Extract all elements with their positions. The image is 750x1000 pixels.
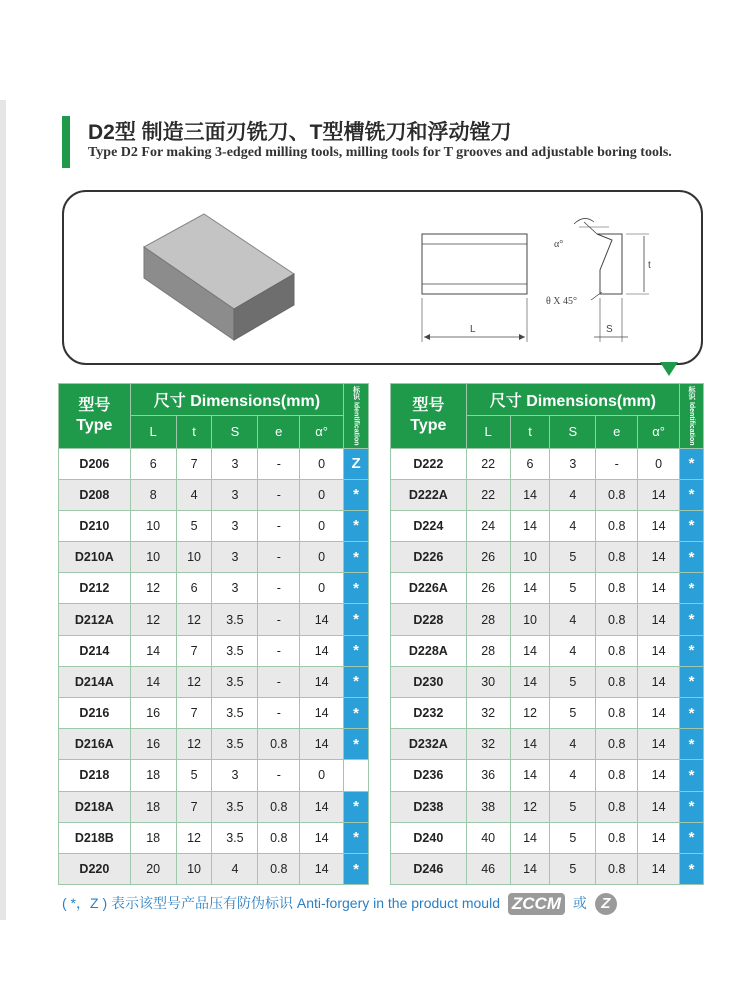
cell-t: 14 [510, 729, 550, 760]
side-profile [597, 234, 622, 294]
identification-icon: * [344, 510, 369, 541]
front-view [422, 234, 527, 294]
cell-e: 0.8 [596, 479, 638, 510]
cell-S: 3.5 [212, 822, 258, 853]
cell-S: 3.5 [212, 791, 258, 822]
diagram-panel [62, 190, 703, 365]
cell-t: 7 [176, 448, 212, 479]
table-row [59, 635, 369, 666]
cell-type: D238 [391, 791, 467, 822]
table-row [59, 542, 369, 573]
cell-S: 5 [550, 698, 596, 729]
cell-t: 12 [510, 791, 550, 822]
table-row [59, 510, 369, 541]
header-dimensions: 尺寸 Dimensions(mm) [130, 384, 343, 416]
zccm-logo-icon: ZCCM [508, 893, 565, 915]
identification-icon: * [680, 698, 704, 729]
cell-e: - [596, 448, 638, 479]
cell-e: 0.8 [258, 822, 300, 853]
identification-icon: Z [344, 448, 369, 479]
identification-icon: * [680, 635, 704, 666]
header-alpha: α° [638, 416, 680, 448]
cell-S: 4 [550, 760, 596, 791]
table-row [391, 791, 704, 822]
L-dimension-label: L [470, 324, 476, 335]
identification-icon: * [344, 666, 369, 697]
cell-t: 14 [510, 760, 550, 791]
cell-t: 14 [510, 635, 550, 666]
identification-icon: * [344, 635, 369, 666]
header-t: t [510, 416, 550, 448]
cell-L: 12 [130, 604, 176, 635]
cell-t: 7 [176, 791, 212, 822]
S-dimension-label: S [606, 324, 613, 335]
cell-type: D216A [59, 729, 131, 760]
table-row [391, 510, 704, 541]
cell-a: 0 [638, 448, 680, 479]
cell-L: 16 [130, 698, 176, 729]
table-row [391, 448, 704, 479]
page-edge-bar [0, 100, 6, 920]
cell-L: 24 [466, 510, 510, 541]
cell-L: 6 [130, 448, 176, 479]
table-row [391, 729, 704, 760]
cell-a: 14 [300, 853, 344, 884]
identification-icon: * [344, 604, 369, 635]
insert-diagram [64, 192, 705, 367]
table-row [391, 698, 704, 729]
cell-S: 3 [212, 448, 258, 479]
cell-e: 0.8 [596, 604, 638, 635]
header-S: S [212, 416, 258, 448]
cell-S: 3.5 [212, 698, 258, 729]
header-model-type: 型号 Type [391, 384, 467, 449]
header-model-type: 型号 Type [59, 384, 131, 449]
cell-t: 14 [510, 573, 550, 604]
cell-type: D206 [59, 448, 131, 479]
cell-a: 14 [638, 791, 680, 822]
cell-L: 8 [130, 479, 176, 510]
cell-a: 0 [300, 510, 344, 541]
cell-a: 14 [638, 573, 680, 604]
cell-S: 3 [550, 448, 596, 479]
identification-icon: * [344, 822, 369, 853]
down-triangle-icon [660, 362, 678, 376]
table-row [391, 542, 704, 573]
z-logo-icon: Z [595, 893, 617, 915]
cell-type: D240 [391, 822, 467, 853]
table-row [391, 760, 704, 791]
cell-t: 10 [176, 853, 212, 884]
cell-e: - [258, 510, 300, 541]
identification-icon: * [344, 791, 369, 822]
cell-t: 14 [510, 479, 550, 510]
cell-e: 0.8 [596, 729, 638, 760]
page-title: D2型 制造三面刃铣刀、T型槽铣刀和浮动镗刀 [88, 121, 512, 144]
alpha-label: α° [554, 239, 564, 250]
table-row [391, 479, 704, 510]
cell-type: D228 [391, 604, 467, 635]
cell-S: 4 [550, 729, 596, 760]
cell-L: 36 [466, 760, 510, 791]
cell-type: D218A [59, 791, 131, 822]
cell-S: 5 [550, 791, 596, 822]
footnote-or: 或 [572, 895, 587, 911]
cell-a: 14 [300, 729, 344, 760]
cell-e: 0.8 [596, 853, 638, 884]
cell-a: 14 [638, 666, 680, 697]
identification-icon: * [344, 479, 369, 510]
cell-S: 5 [550, 822, 596, 853]
cell-L: 30 [466, 666, 510, 697]
cell-type: D212A [59, 604, 131, 635]
cell-a: 14 [638, 698, 680, 729]
table-row [59, 791, 369, 822]
cell-e: - [258, 542, 300, 573]
cell-t: 6 [176, 573, 212, 604]
cell-L: 46 [466, 853, 510, 884]
cell-t: 14 [510, 822, 550, 853]
table-row [59, 448, 369, 479]
cell-type: D218B [59, 822, 131, 853]
cell-S: 3.5 [212, 729, 258, 760]
table-row [391, 666, 704, 697]
identification-icon: * [344, 729, 369, 760]
table-row [59, 479, 369, 510]
cell-L: 12 [130, 573, 176, 604]
cell-e: 0.8 [258, 853, 300, 884]
cell-S: 5 [550, 573, 596, 604]
cell-e: 0.8 [596, 791, 638, 822]
cell-S: 3.5 [212, 666, 258, 697]
cell-type: D224 [391, 510, 467, 541]
cell-type: D210A [59, 542, 131, 573]
cell-S: 4 [550, 479, 596, 510]
identification-icon: * [680, 666, 704, 697]
identification-icon: * [680, 760, 704, 791]
cell-t: 4 [176, 479, 212, 510]
identification-icon: * [680, 853, 704, 884]
cell-a: 14 [638, 729, 680, 760]
cell-L: 32 [466, 698, 510, 729]
table-row [391, 635, 704, 666]
table-row [59, 822, 369, 853]
header-L: L [130, 416, 176, 448]
cell-e: - [258, 448, 300, 479]
cell-t: 10 [176, 542, 212, 573]
cell-e: 0.8 [596, 666, 638, 697]
cell-type: D236 [391, 760, 467, 791]
cell-type: D222A [391, 479, 467, 510]
cell-e: 0.8 [258, 729, 300, 760]
cell-L: 20 [130, 853, 176, 884]
cell-e: 0.8 [596, 510, 638, 541]
cell-e: - [258, 635, 300, 666]
identification-icon: * [680, 791, 704, 822]
cell-L: 18 [130, 822, 176, 853]
cell-e: - [258, 760, 300, 791]
cell-a: 0 [300, 448, 344, 479]
table-row [59, 698, 369, 729]
cell-t: 5 [176, 760, 212, 791]
header-identification: 标识 Identification [344, 384, 369, 449]
cell-L: 32 [466, 729, 510, 760]
identification-icon: * [680, 729, 704, 760]
cell-type: D228A [391, 635, 467, 666]
header-dimensions: 尺寸 Dimensions(mm) [466, 384, 679, 416]
identification-icon: * [344, 542, 369, 573]
cell-a: 14 [638, 635, 680, 666]
cell-e: 0.8 [596, 760, 638, 791]
cell-t: 14 [510, 853, 550, 884]
cell-type: D220 [59, 853, 131, 884]
table-row [59, 729, 369, 760]
footnote-text: ( *，Z ) 表示该型号产品压有防伪标识 Anti-forgery in the product mould [62, 895, 500, 911]
cell-e: 0.8 [596, 822, 638, 853]
cell-type: D222 [391, 448, 467, 479]
cell-type: D230 [391, 666, 467, 697]
cell-e: - [258, 479, 300, 510]
cell-a: 0 [300, 542, 344, 573]
cell-e: 0.8 [596, 698, 638, 729]
table-row [59, 573, 369, 604]
header-t: t [176, 416, 212, 448]
cell-a: 14 [300, 698, 344, 729]
identification-icon: * [680, 510, 704, 541]
cell-a: 14 [300, 666, 344, 697]
cell-S: 5 [550, 666, 596, 697]
cell-e: - [258, 698, 300, 729]
cell-a: 14 [638, 542, 680, 573]
cell-t: 7 [176, 698, 212, 729]
header-identification: 标识 Identification [680, 384, 704, 449]
cell-L: 18 [130, 791, 176, 822]
cell-a: 14 [638, 822, 680, 853]
spec-table-left [58, 383, 369, 885]
cell-e: 0.8 [258, 791, 300, 822]
page-subtitle: Type D2 For making 3-edged milling tools, milling tools for T grooves and adjustable boring tools. [88, 145, 672, 160]
spec-table-right [390, 383, 704, 885]
cell-t: 12 [176, 822, 212, 853]
cell-L: 40 [466, 822, 510, 853]
cell-e: - [258, 666, 300, 697]
cell-S: 3 [212, 760, 258, 791]
identification-icon: * [344, 573, 369, 604]
cell-a: 14 [300, 791, 344, 822]
cell-type: D232 [391, 698, 467, 729]
cell-L: 18 [130, 760, 176, 791]
table-row [59, 760, 369, 791]
cell-a: 14 [638, 479, 680, 510]
cell-e: 0.8 [596, 573, 638, 604]
header-S: S [550, 416, 596, 448]
cell-a: 14 [638, 510, 680, 541]
cell-type: D208 [59, 479, 131, 510]
cell-t: 10 [510, 604, 550, 635]
cell-S: 4 [550, 510, 596, 541]
cell-S: 4 [212, 853, 258, 884]
table-row [59, 666, 369, 697]
identification-icon: * [680, 448, 704, 479]
cell-S: 3 [212, 542, 258, 573]
cell-type: D226 [391, 542, 467, 573]
cell-S: 4 [550, 635, 596, 666]
cell-L: 10 [130, 510, 176, 541]
cell-a: 14 [638, 760, 680, 791]
identification-icon: * [680, 822, 704, 853]
cell-L: 14 [130, 635, 176, 666]
cell-S: 3 [212, 479, 258, 510]
identification-icon: * [680, 604, 704, 635]
cell-S: 3 [212, 510, 258, 541]
cell-type: D232A [391, 729, 467, 760]
identification-icon: * [680, 479, 704, 510]
cell-L: 10 [130, 542, 176, 573]
identification-icon: * [344, 853, 369, 884]
cell-a: 0 [300, 573, 344, 604]
cell-a: 0 [300, 479, 344, 510]
cell-t: 12 [510, 698, 550, 729]
cell-S: 5 [550, 853, 596, 884]
cell-a: 14 [300, 635, 344, 666]
table-row [59, 853, 369, 884]
chamfer-label: θ X 45° [546, 296, 578, 307]
cell-type: D212 [59, 573, 131, 604]
cell-t: 14 [510, 666, 550, 697]
header-L: L [466, 416, 510, 448]
cell-a: 14 [638, 853, 680, 884]
identification-icon: * [680, 573, 704, 604]
cell-type: D226A [391, 573, 467, 604]
identification-icon [344, 760, 369, 791]
footnote [62, 893, 617, 915]
header-e: e [258, 416, 300, 448]
cell-L: 38 [466, 791, 510, 822]
cell-S: 3.5 [212, 604, 258, 635]
identification-icon: * [680, 542, 704, 573]
cell-t: 14 [510, 510, 550, 541]
header-e: e [596, 416, 638, 448]
cell-type: D214 [59, 635, 131, 666]
cell-a: 14 [638, 604, 680, 635]
cell-type: D246 [391, 853, 467, 884]
cell-type: D214A [59, 666, 131, 697]
cell-e: - [258, 573, 300, 604]
cell-a: 0 [300, 760, 344, 791]
cell-e: 0.8 [596, 542, 638, 573]
identification-icon: * [344, 698, 369, 729]
cell-L: 28 [466, 635, 510, 666]
cell-t: 5 [176, 510, 212, 541]
cell-L: 22 [466, 448, 510, 479]
cell-L: 26 [466, 542, 510, 573]
cell-S: 3 [212, 573, 258, 604]
table-row [391, 573, 704, 604]
cell-L: 26 [466, 573, 510, 604]
cell-t: 12 [176, 666, 212, 697]
table-row [391, 853, 704, 884]
cell-L: 14 [130, 666, 176, 697]
cell-type: D216 [59, 698, 131, 729]
cell-a: 14 [300, 604, 344, 635]
cell-L: 22 [466, 479, 510, 510]
table-row [391, 822, 704, 853]
cell-t: 12 [176, 729, 212, 760]
cell-type: D218 [59, 760, 131, 791]
cell-S: 5 [550, 542, 596, 573]
cell-S: 3.5 [212, 635, 258, 666]
title-accent-bar [62, 116, 70, 168]
cell-t: 10 [510, 542, 550, 573]
cell-t: 6 [510, 448, 550, 479]
cell-type: D210 [59, 510, 131, 541]
cell-a: 14 [300, 822, 344, 853]
header-alpha: α° [300, 416, 344, 448]
cell-L: 28 [466, 604, 510, 635]
cell-e: 0.8 [596, 635, 638, 666]
cell-e: - [258, 604, 300, 635]
cell-t: 12 [176, 604, 212, 635]
table-row [391, 604, 704, 635]
table-row [59, 604, 369, 635]
cell-L: 16 [130, 729, 176, 760]
cell-t: 7 [176, 635, 212, 666]
t-dimension-label: t [648, 260, 651, 271]
cell-S: 4 [550, 604, 596, 635]
